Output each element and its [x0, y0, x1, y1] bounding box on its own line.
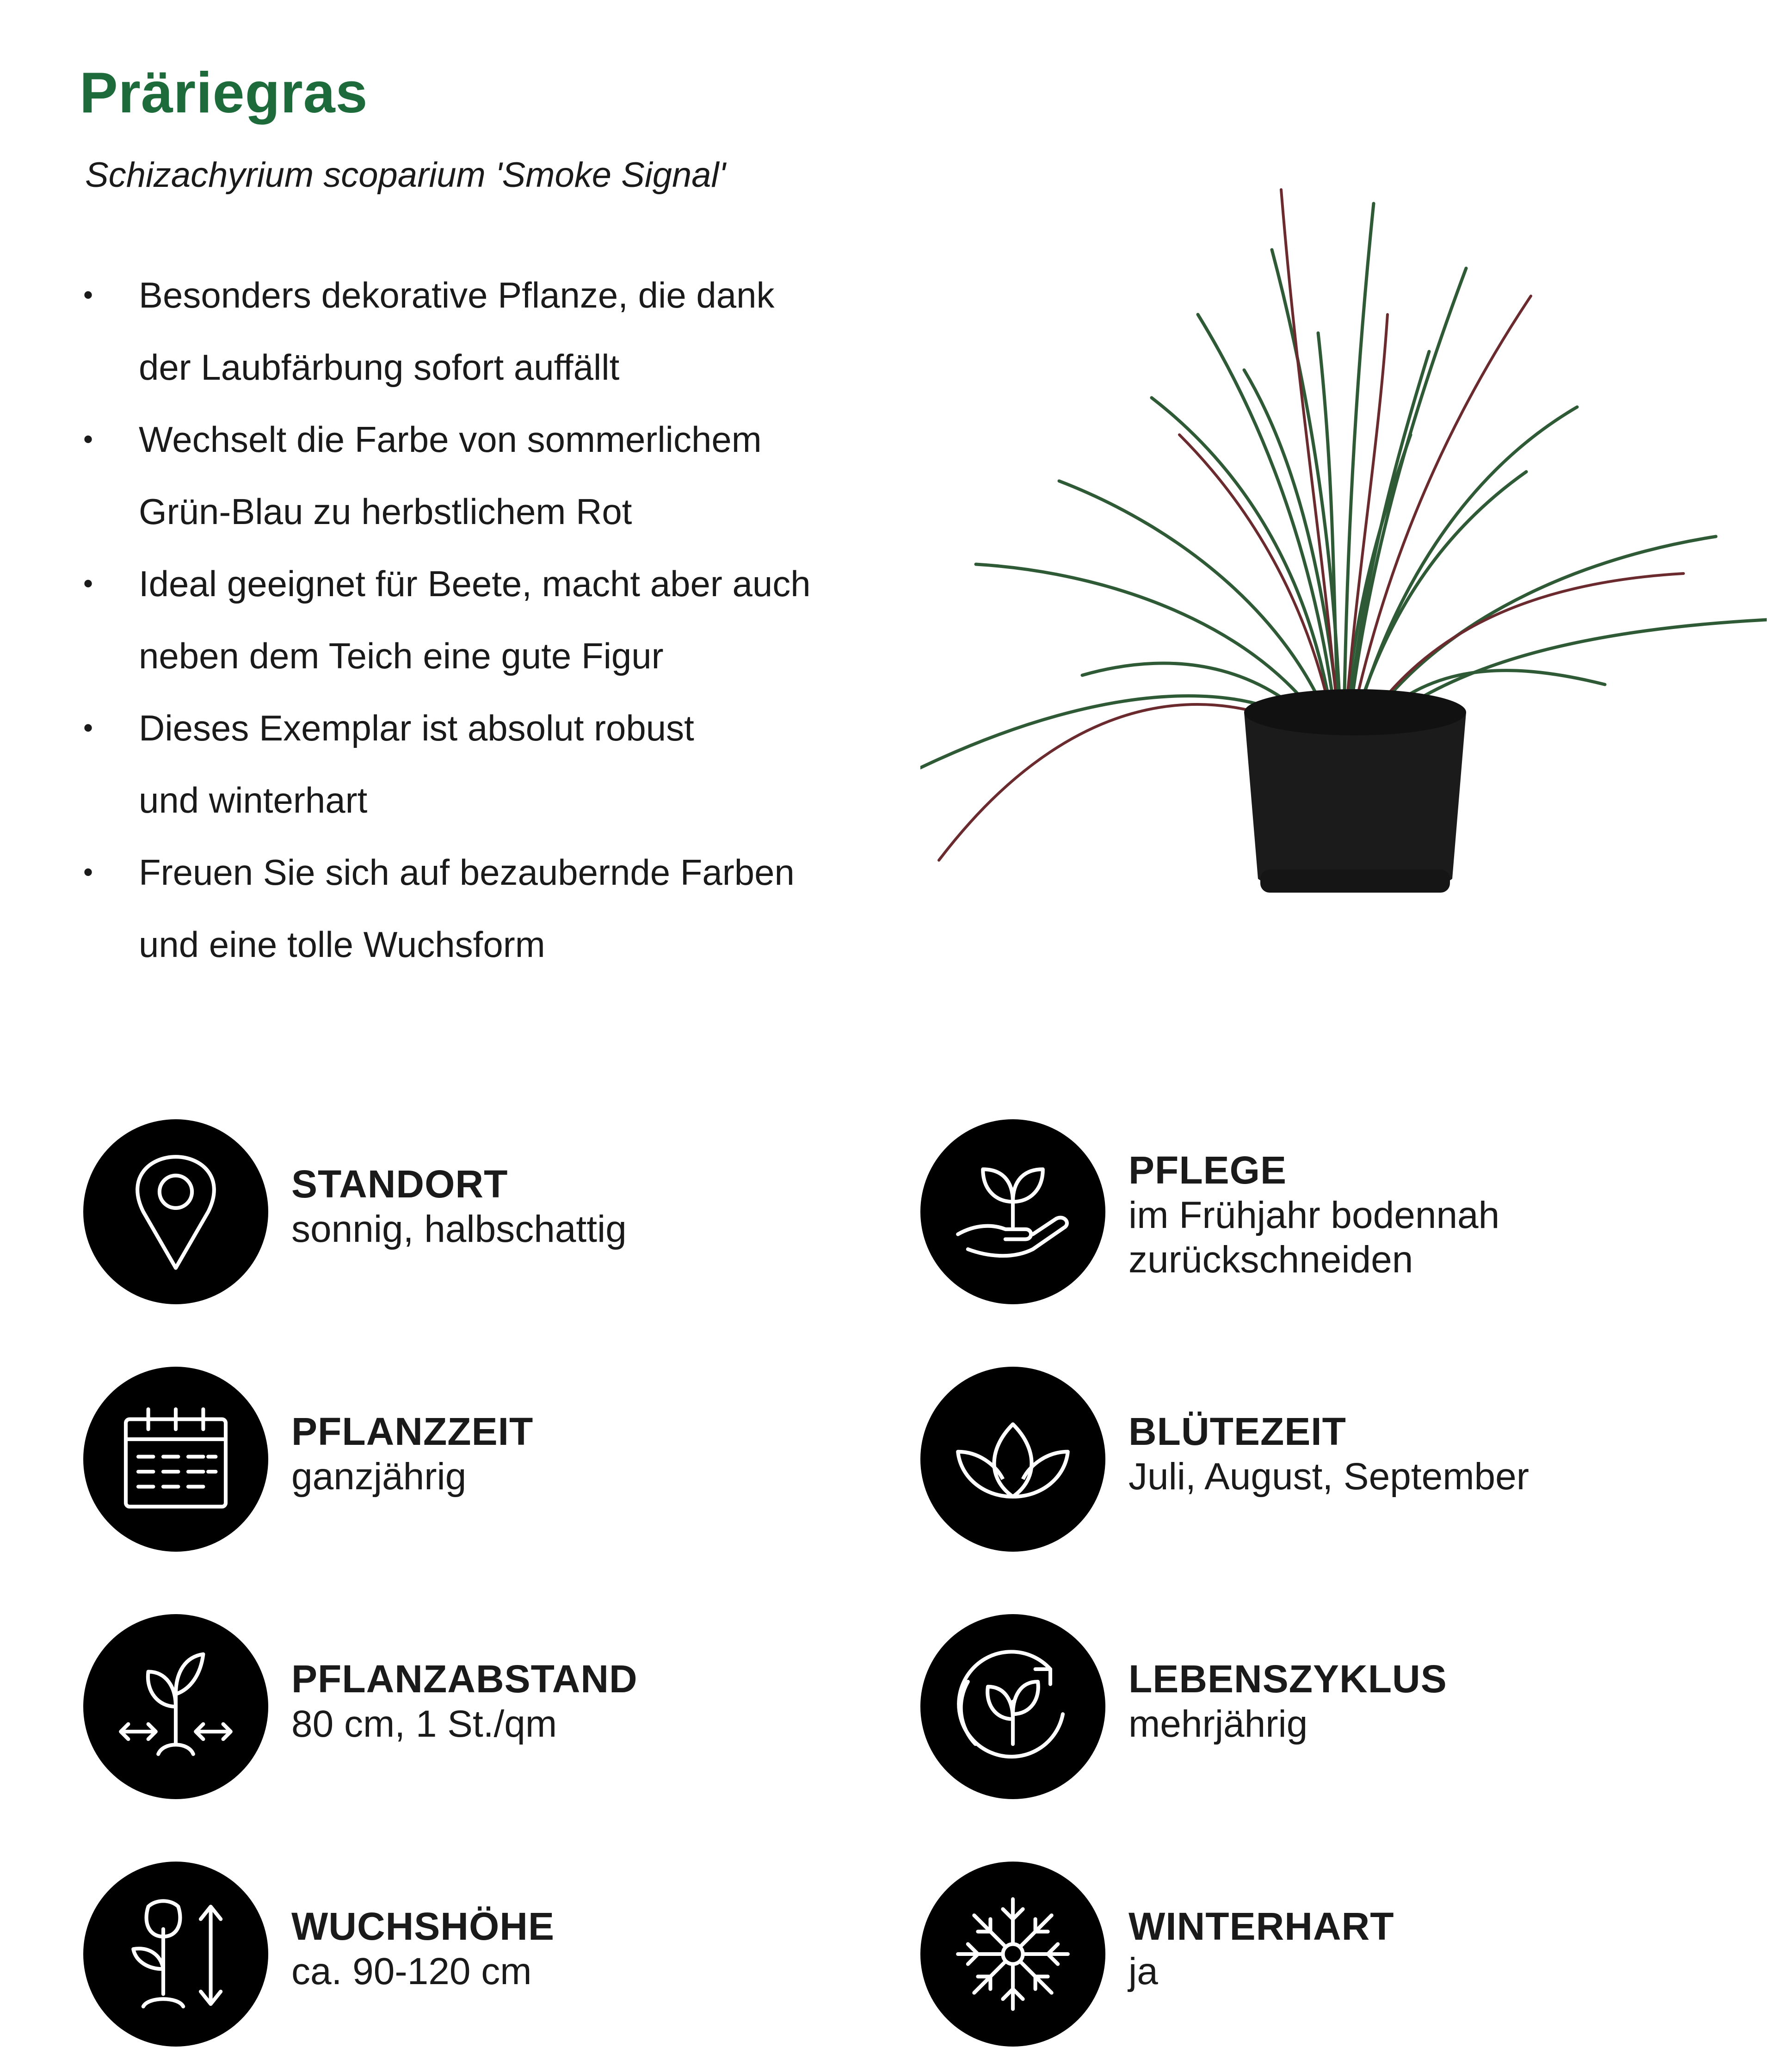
- feature-label: WINTERHART: [1128, 1905, 1394, 1948]
- feature-value: 80 cm, 1 St./qm: [291, 1703, 557, 1745]
- feature-icon-circle: [83, 1862, 268, 2047]
- bullet-dot: •: [83, 279, 93, 310]
- feature-value: ja: [1128, 1950, 1158, 1992]
- product-image-grass-in-pot: [920, 176, 1767, 916]
- feature-icon-circle: [83, 1119, 268, 1304]
- bullet-dot: •: [83, 857, 93, 888]
- feature-pflanzabstand: [83, 1614, 870, 1799]
- bullet-dot: •: [83, 424, 93, 455]
- bullet-item: [79, 692, 911, 836]
- feature-pflege: [920, 1119, 1707, 1304]
- feature-value: ca. 90-120 cm: [291, 1950, 532, 1992]
- feature-label: PFLANZABSTAND: [291, 1657, 638, 1701]
- feature-pflanzzeit: [83, 1367, 870, 1552]
- bullet-line: der Laubfärbung sofort auffällt: [139, 347, 620, 388]
- feature-lebenszyklus: [920, 1614, 1707, 1799]
- bullet-item: [79, 403, 911, 548]
- feature-icon-circle: [920, 1862, 1105, 2047]
- bullet-line: Besonders dekorative Pflanze, die dank: [139, 275, 775, 315]
- bullet-item: [79, 548, 911, 692]
- lotus-flower-icon: [950, 1397, 1075, 1522]
- plant-spacing-icon: [113, 1644, 238, 1769]
- bullet-line: Dieses Exemplar ist absolut robust: [139, 708, 694, 748]
- feature-label: PFLEGE: [1128, 1148, 1287, 1192]
- feature-winterhart: [920, 1862, 1707, 2047]
- feature-icon-circle: [83, 1614, 268, 1799]
- bullet-line: neben dem Teich eine gute Figur: [139, 635, 664, 676]
- feature-value: Juli, August, September: [1128, 1455, 1529, 1498]
- feature-icon-circle: [920, 1614, 1105, 1799]
- feature-bluetezeit: [920, 1367, 1707, 1552]
- feature-icon-circle: [920, 1119, 1105, 1304]
- bullet-line: Wechselt die Farbe von sommerlichem: [139, 419, 762, 460]
- bullet-dot: •: [83, 712, 93, 743]
- bullet-item: [79, 259, 911, 403]
- location-pin-icon: [113, 1149, 238, 1274]
- bullet-line: Grün-Blau zu herbstlichem Rot: [139, 491, 632, 532]
- feature-standort: [83, 1119, 870, 1304]
- feature-value: sonnig, halbschattig: [291, 1208, 627, 1250]
- plant-pot: [1244, 689, 1466, 893]
- seedling-hand-icon: [950, 1149, 1075, 1274]
- feature-label: STANDORT: [291, 1162, 508, 1206]
- feature-label: PFLANZZEIT: [291, 1410, 534, 1453]
- feature-icon-circle: [83, 1367, 268, 1552]
- growth-height-icon: [113, 1892, 238, 2016]
- feature-label: WUCHSHÖHE: [291, 1905, 555, 1948]
- snowflake-icon: [950, 1892, 1075, 2016]
- feature-value: im Frühjahr bodennah zurückschneiden: [1128, 1194, 1500, 1281]
- bullet-item: [79, 836, 911, 980]
- feature-label: LEBENSZYKLUS: [1128, 1657, 1447, 1701]
- feature-wuchshoehe: [83, 1862, 870, 2047]
- bullet-line: und eine tolle Wuchsform: [139, 924, 545, 965]
- bullet-line: Ideal geeignet für Beete, macht aber auch: [139, 563, 811, 604]
- calendar-icon: [113, 1397, 238, 1522]
- feature-bullet-list: [79, 259, 911, 980]
- lifecycle-icon: [950, 1644, 1075, 1769]
- bullet-line: und winterhart: [139, 780, 368, 820]
- feature-icon-circle: [920, 1367, 1105, 1552]
- feature-label: BLÜTEZEIT: [1128, 1410, 1346, 1453]
- botanical-name: Schizachyrium scoparium 'Smoke Signal': [85, 155, 726, 195]
- page-title: Präriegras: [80, 61, 368, 125]
- feature-value: ganzjährig: [291, 1455, 467, 1498]
- feature-value: mehrjährig: [1128, 1703, 1308, 1745]
- bullet-line: Freuen Sie sich auf bezaubernde Farben: [139, 852, 795, 893]
- bullet-dot: •: [83, 568, 93, 599]
